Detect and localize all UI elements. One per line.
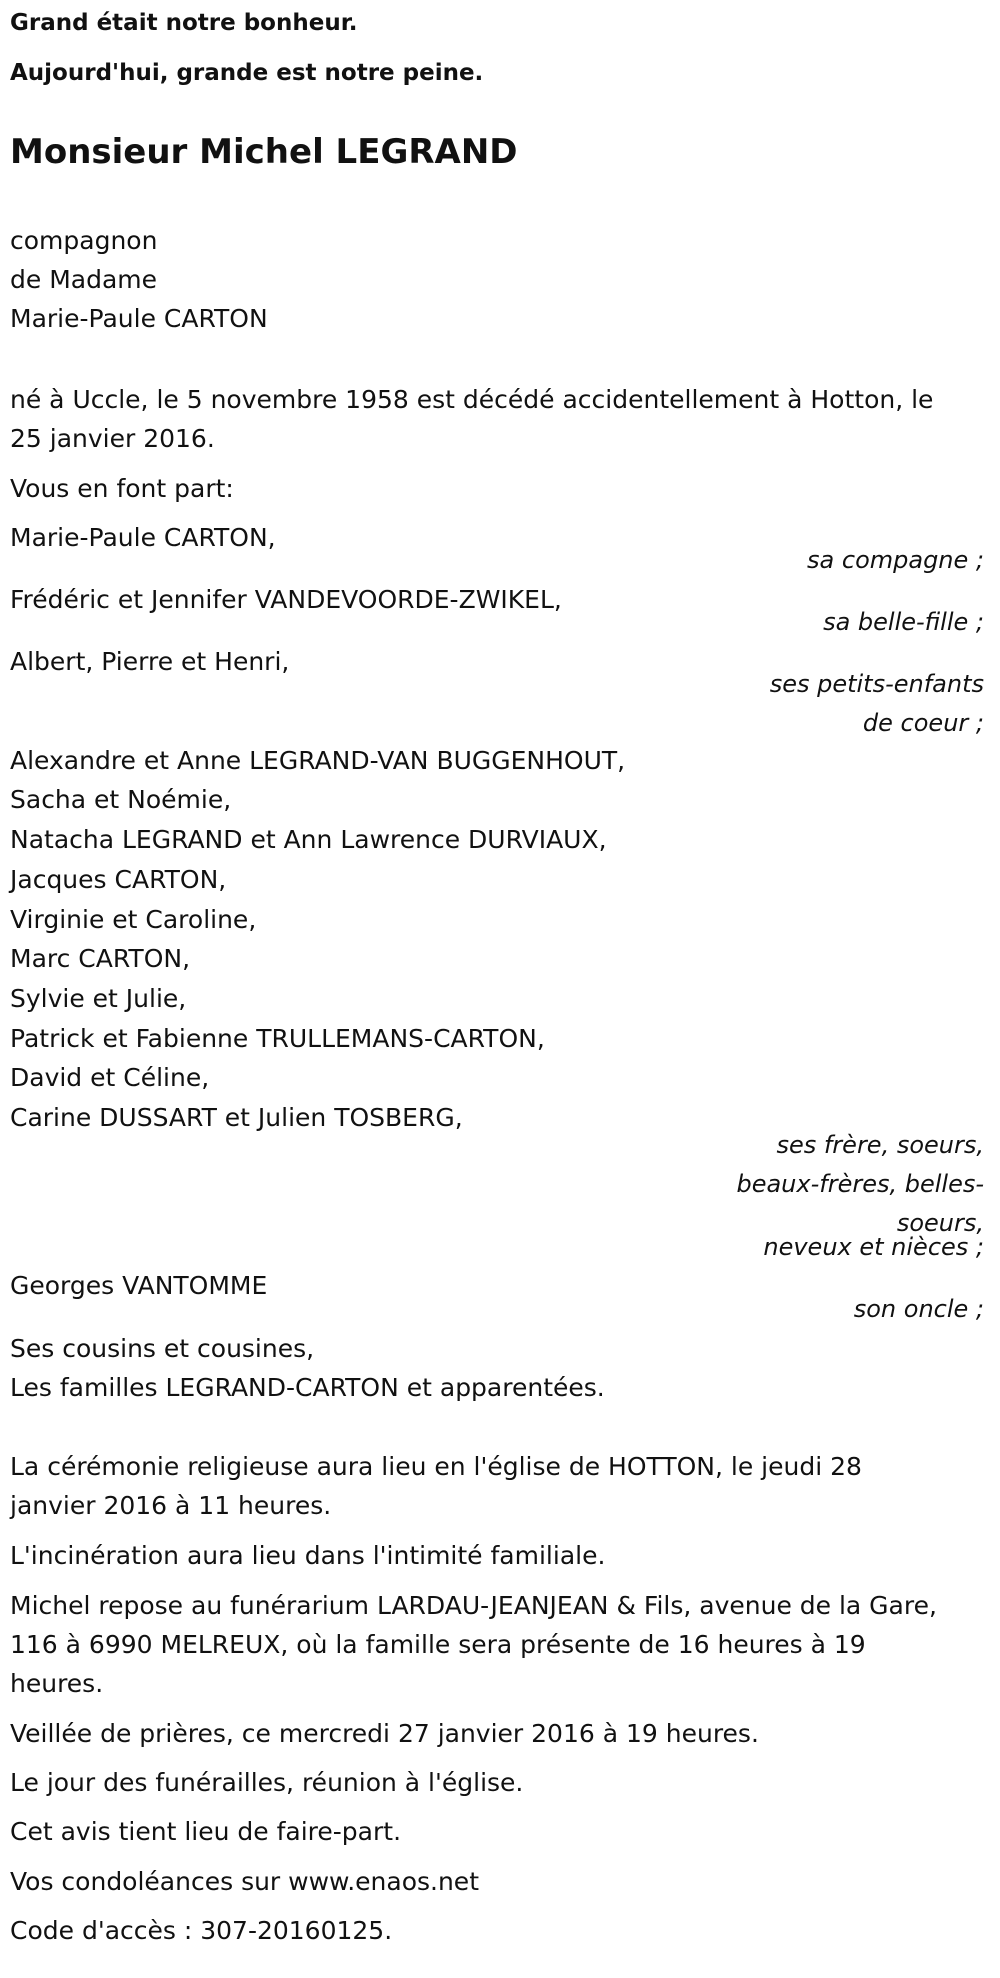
relation-line-2: de Madame	[10, 265, 158, 294]
mourner-name: Frédéric et Jennifer VANDEVOORDE-ZWIKEL,	[10, 585, 562, 614]
siblings-role: ses frère, soeurs,	[776, 1131, 984, 1159]
mourner-name: Marie-Paule CARTON,	[10, 523, 276, 552]
mourner-role: ses petits-enfants	[769, 670, 984, 698]
deceased-name: Monsieur Michel LEGRAND	[10, 132, 518, 172]
sibling-name: Natacha LEGRAND et Ann Lawrence DURVIAUX,	[10, 825, 607, 854]
birth-death-line-1: né à Uccle, le 5 novembre 1958 est décédé accidentellement à Hotton, le	[10, 385, 934, 414]
birth-death-line-2: 25 janvier 2016.	[10, 424, 215, 453]
mourner-role: sa belle-fille ;	[823, 608, 984, 636]
ceremony-line-1: La cérémonie religieuse aura lieu en l'église de HOTTON, le jeudi 28	[10, 1452, 862, 1481]
announcers-intro: Vous en font part:	[10, 474, 234, 503]
sibling-name: David et Céline,	[10, 1063, 210, 1092]
uncle-name: Georges VANTOMME	[10, 1271, 268, 1300]
others-line: Les familles LEGRAND-CARTON et apparentées.	[10, 1373, 605, 1402]
intro-line-1: Grand était notre bonheur.	[10, 10, 358, 36]
incineration-text: L'incinération aura lieu dans l'intimité familiale.	[10, 1541, 606, 1570]
access-code-text: Code d'accès : 307-20160125.	[10, 1916, 393, 1945]
relation-line-3: Marie-Paule CARTON	[10, 304, 268, 333]
funerarium-line-3: heures.	[10, 1669, 104, 1698]
ceremony-line-2: janvier 2016 à 11 heures.	[10, 1491, 332, 1520]
sibling-name: Patrick et Fabienne TRULLEMANS-CARTON,	[10, 1024, 545, 1053]
mourner-role: sa compagne ;	[807, 546, 984, 574]
intro-line-2: Aujourd'hui, grande est notre peine.	[10, 60, 484, 86]
notice-text: Cet avis tient lieu de faire-part.	[10, 1817, 402, 1846]
funerarium-line-2: 116 à 6990 MELREUX, où la famille sera présente de 16 heures à 19	[10, 1630, 866, 1659]
relation-line-1: compagnon	[10, 226, 158, 255]
siblings-role: soeurs,	[896, 1209, 984, 1237]
others-line: Ses cousins et cousines,	[10, 1334, 315, 1363]
sibling-name: Virginie et Caroline,	[10, 905, 257, 934]
funeral-day-text: Le jour des funérailles, réunion à l'église.	[10, 1768, 524, 1797]
funerarium-line-1: Michel repose au funérarium LARDAU-JEANJEAN & Fils, avenue de la Gare,	[10, 1591, 937, 1620]
condolences-text: Vos condoléances sur www.enaos.net	[10, 1867, 479, 1896]
siblings-role: beaux-frères, belles-	[736, 1170, 984, 1198]
sibling-name: Jacques CARTON,	[10, 865, 227, 894]
sibling-name: Marc CARTON,	[10, 944, 191, 973]
mourner-name: Albert, Pierre et Henri,	[10, 647, 290, 676]
sibling-name: Sylvie et Julie,	[10, 984, 187, 1013]
siblings-role: neveux et nièces ;	[763, 1233, 984, 1261]
uncle-role: son oncle ;	[853, 1295, 984, 1323]
vigil-text: Veillée de prières, ce mercredi 27 janvier 2016 à 19 heures.	[10, 1719, 759, 1748]
sibling-name: Alexandre et Anne LEGRAND-VAN BUGGENHOUT,	[10, 746, 626, 775]
mourner-role: de coeur ;	[862, 709, 984, 737]
sibling-name: Sacha et Noémie,	[10, 785, 232, 814]
sibling-name: Carine DUSSART et Julien TOSBERG,	[10, 1103, 463, 1132]
